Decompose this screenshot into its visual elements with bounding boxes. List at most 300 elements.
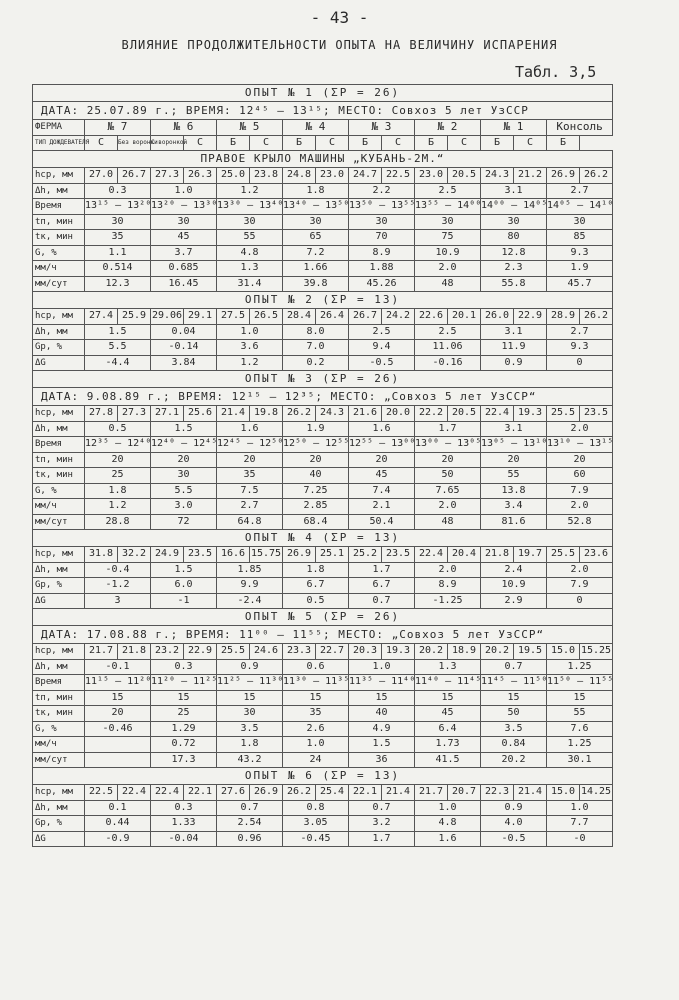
value-cell: 0.3 (151, 659, 217, 675)
value-cell: 36 (349, 752, 415, 768)
value-cell: 3.1 (481, 183, 547, 199)
value-cell: 9.3 (547, 340, 613, 356)
table-row (33, 245, 613, 261)
table-row (33, 752, 613, 768)
value-cell: 25.1 (316, 547, 349, 563)
row-label: Время (33, 675, 85, 691)
value-cell: 23.5 (184, 547, 217, 563)
value-cell: 3.2 (349, 816, 415, 832)
value-cell: -1.2 (85, 578, 151, 594)
value-cell: 1.5 (349, 737, 415, 753)
value-cell: 22.4 (481, 406, 514, 422)
value-cell: 0.685 (151, 261, 217, 277)
value-cell: 24.7 (349, 168, 382, 184)
value-cell: 5.5 (85, 340, 151, 356)
ferma-cell: № 5 (217, 120, 283, 136)
value-cell: 19.7 (514, 547, 547, 563)
value-cell: 22.2 (415, 406, 448, 422)
value-cell: 0.1 (85, 800, 151, 816)
experiment-title-row (33, 530, 613, 547)
value-cell: 0.514 (85, 261, 151, 277)
ferma-cell: № 7 (85, 120, 151, 136)
row-label: мм/ч (33, 261, 85, 277)
value-cell: 11²⁵ – 11³⁰ (217, 675, 283, 691)
ferma-cell: № 1 (481, 120, 547, 136)
row-label: ΔG (33, 355, 85, 371)
value-cell: 2.85 (283, 499, 349, 515)
row-label: tк, мин (33, 230, 85, 246)
value-cell: 15 (481, 690, 547, 706)
value-cell: 8.9 (415, 578, 481, 594)
value-cell: 11⁴⁰ – 11⁴⁵ (415, 675, 481, 691)
value-cell: 0.6 (283, 659, 349, 675)
value-cell: 21.8 (481, 547, 514, 563)
value-cell: 14⁰⁰ – 14⁰⁵ (481, 199, 547, 215)
value-cell: 75 (415, 230, 481, 246)
value-cell: 18.9 (448, 644, 481, 660)
value-cell: 6.7 (283, 578, 349, 594)
value-cell: 2.5 (415, 324, 481, 340)
value-cell: 31.4 (217, 276, 283, 292)
table-row (33, 816, 613, 832)
value-cell: 25.2 (349, 547, 382, 563)
value-cell: 11³⁵ – 11⁴⁰ (349, 675, 415, 691)
value-cell: 3.5 (481, 721, 547, 737)
experiment-title-row (33, 768, 613, 785)
ferma-header-row (33, 120, 613, 136)
value-cell: -2.4 (217, 593, 283, 609)
table-row (33, 421, 613, 437)
experiment-title-row (33, 85, 613, 102)
row-label: hср, мм (33, 406, 85, 422)
machine-subtitle: ПРАВОЕ КРЫЛО МАШИНЫ „КУБАНЬ-2М.“ (33, 151, 613, 168)
value-cell: 30 (349, 214, 415, 230)
value-cell: 0.9 (481, 800, 547, 816)
row-label: tп, мин (33, 452, 85, 468)
value-cell: 48 (415, 514, 481, 530)
value-cell: 16.6 (217, 547, 250, 563)
value-cell: 45 (349, 468, 415, 484)
value-cell: 21.2 (514, 168, 547, 184)
value-cell: 80 (481, 230, 547, 246)
value-cell: 26.0 (481, 309, 514, 325)
value-cell: 13⁵⁰ – 13⁵⁵ (349, 199, 415, 215)
value-cell: 64.8 (217, 514, 283, 530)
value-cell: 1.25 (547, 737, 613, 753)
value-cell: 15 (151, 690, 217, 706)
row-label: hср, мм (33, 168, 85, 184)
value-cell: 60 (547, 468, 613, 484)
value-cell: 45 (415, 706, 481, 722)
value-cell: 4.9 (349, 721, 415, 737)
value-cell: 27.4 (85, 309, 118, 325)
value-cell: 0 (547, 593, 613, 609)
value-cell: 6.4 (415, 721, 481, 737)
value-cell: 1.6 (349, 421, 415, 437)
value-cell: 1.8 (217, 737, 283, 753)
type-cell: С (184, 135, 217, 151)
value-cell: 0.8 (283, 800, 349, 816)
experiment-info-row (33, 626, 613, 644)
value-cell: -0.9 (85, 831, 151, 847)
value-cell: 21.7 (415, 785, 448, 801)
value-cell: 7.4 (349, 483, 415, 499)
value-cell: 17.3 (151, 752, 217, 768)
experiment-title: ОПЫТ № 1 (ΣР = 26) (33, 85, 613, 102)
value-cell: 14⁰⁵ – 14¹⁰ (547, 199, 613, 215)
value-cell: 2.3 (481, 261, 547, 277)
value-cell: 25.0 (217, 168, 250, 184)
row-label: hср, мм (33, 644, 85, 660)
value-cell: 20 (415, 452, 481, 468)
value-cell: 28.8 (85, 514, 151, 530)
value-cell: 1.73 (415, 737, 481, 753)
type-cell: С (382, 135, 415, 151)
row-label: G, % (33, 483, 85, 499)
experiment-info: ДАТА: 17.08.88 г.; ВРЕМЯ: 11⁰⁰ – 11⁵⁵; МЕСТО: „Совхоз 5 лет УзССР“ (33, 626, 613, 644)
value-cell: 0.7 (349, 800, 415, 816)
table-row (33, 437, 613, 453)
value-cell: 55 (481, 468, 547, 484)
value-cell: 29.1 (184, 309, 217, 325)
value-cell: 30 (85, 214, 151, 230)
table-row (33, 214, 613, 230)
value-cell: 35 (85, 230, 151, 246)
value-cell: 1.0 (151, 183, 217, 199)
value-cell: 30 (415, 214, 481, 230)
value-cell: 20.5 (448, 168, 481, 184)
value-cell: 19.8 (250, 406, 283, 422)
value-cell: 3.7 (151, 245, 217, 261)
evaporation-table-container (32, 84, 612, 847)
table-row (33, 340, 613, 356)
ferma-cell: № 6 (151, 120, 217, 136)
row-label: Время (33, 199, 85, 215)
value-cell: 15.0 (547, 644, 580, 660)
value-cell: 7.7 (547, 816, 613, 832)
value-cell: 20.4 (448, 547, 481, 563)
value-cell: 20 (349, 452, 415, 468)
value-cell: 7.9 (547, 578, 613, 594)
value-cell: 23.5 (580, 406, 613, 422)
value-cell: 1.0 (217, 324, 283, 340)
value-cell: 39.8 (283, 276, 349, 292)
row-label: Δh, мм (33, 183, 85, 199)
value-cell: 1.1 (85, 245, 151, 261)
value-cell: 48 (415, 276, 481, 292)
row-label: Gр, % (33, 816, 85, 832)
table-row (33, 562, 613, 578)
value-cell: 25.4 (316, 785, 349, 801)
type-cell: С (316, 135, 349, 151)
value-cell: 7.9 (547, 483, 613, 499)
type-label: ТИП ДОЖДЕВАТЕЛЯ (33, 135, 85, 151)
value-cell: 1.7 (349, 562, 415, 578)
value-cell: 20.3 (349, 644, 382, 660)
value-cell: 27.3 (151, 168, 184, 184)
value-cell: 14.25 (580, 785, 613, 801)
value-cell: 6.0 (151, 578, 217, 594)
value-cell: 27.3 (118, 406, 151, 422)
type-cell: С (514, 135, 547, 151)
value-cell: 1.33 (151, 816, 217, 832)
value-cell: 10.9 (481, 578, 547, 594)
table-row (33, 721, 613, 737)
value-cell: 22.4 (118, 785, 151, 801)
value-cell: 26.9 (250, 785, 283, 801)
table-row (33, 168, 613, 184)
type-cell: Б (283, 135, 316, 151)
experiment-title: ОПЫТ № 2 (ΣР = 13) (33, 292, 613, 309)
value-cell: 2.54 (217, 816, 283, 832)
value-cell: 45.26 (349, 276, 415, 292)
type-cell: Б (415, 135, 448, 151)
table-row (33, 578, 613, 594)
table-row (33, 644, 613, 660)
value-cell: 12⁵⁵ – 13⁰⁰ (349, 437, 415, 453)
value-cell: 0.9 (481, 355, 547, 371)
value-cell: 21.4 (382, 785, 415, 801)
value-cell: 1.8 (85, 483, 151, 499)
value-cell: 24.3 (316, 406, 349, 422)
value-cell: 11⁴⁵ – 11⁵⁰ (481, 675, 547, 691)
experiment-info-row (33, 388, 613, 406)
value-cell: 6.7 (349, 578, 415, 594)
value-cell: 7.0 (283, 340, 349, 356)
row-label: tк, мин (33, 468, 85, 484)
value-cell: 23.6 (580, 547, 613, 563)
row-label: G, % (33, 721, 85, 737)
value-cell: -0.46 (85, 721, 151, 737)
experiment-title-row (33, 371, 613, 388)
value-cell: -0.16 (415, 355, 481, 371)
row-label: hср, мм (33, 547, 85, 563)
type-cell: С (85, 135, 118, 151)
value-cell: 24 (283, 752, 349, 768)
value-cell: 0.84 (481, 737, 547, 753)
table-row (33, 406, 613, 422)
row-label: ΔG (33, 593, 85, 609)
value-cell: 7.5 (217, 483, 283, 499)
value-cell: 22.4 (415, 547, 448, 563)
value-cell: 32.2 (118, 547, 151, 563)
value-cell: 22.9 (184, 644, 217, 660)
value-cell: 1.0 (283, 737, 349, 753)
value-cell: 11.9 (481, 340, 547, 356)
value-cell: 13⁵⁵ – 14⁰⁰ (415, 199, 481, 215)
value-cell: 8.9 (349, 245, 415, 261)
machine-subtitle-row (33, 151, 613, 168)
value-cell: 50 (481, 706, 547, 722)
value-cell: 85 (547, 230, 613, 246)
value-cell: 26.5 (250, 309, 283, 325)
ferma-label: ФЕРМА (33, 120, 85, 136)
value-cell: 52.8 (547, 514, 613, 530)
row-label: мм/ч (33, 499, 85, 515)
value-cell: 0.3 (85, 183, 151, 199)
value-cell: 11³⁰ – 11³⁵ (283, 675, 349, 691)
value-cell: 30 (547, 214, 613, 230)
value-cell: 23.8 (250, 168, 283, 184)
value-cell: 13⁴⁰ – 13⁵⁰ (283, 199, 349, 215)
value-cell: 40 (349, 706, 415, 722)
value-cell: 24.2 (382, 309, 415, 325)
value-cell: 19.3 (514, 406, 547, 422)
value-cell: 13¹⁵ – 13²⁰ (85, 199, 151, 215)
table-row (33, 199, 613, 215)
table-row (33, 785, 613, 801)
value-cell: 30 (481, 214, 547, 230)
value-cell: 25.5 (547, 406, 580, 422)
value-cell: 1.2 (217, 355, 283, 371)
value-cell: 26.3 (184, 168, 217, 184)
value-cell: 2.6 (283, 721, 349, 737)
table-row (33, 276, 613, 292)
value-cell: 20 (217, 452, 283, 468)
value-cell: 0.04 (151, 324, 217, 340)
value-cell: 1.2 (217, 183, 283, 199)
value-cell: 20.0 (382, 406, 415, 422)
value-cell: 20.1 (448, 309, 481, 325)
value-cell: 26.7 (349, 309, 382, 325)
value-cell: 23.0 (415, 168, 448, 184)
value-cell: 30 (283, 214, 349, 230)
table-row (33, 547, 613, 563)
value-cell: 1.0 (547, 800, 613, 816)
value-cell: -0.5 (349, 355, 415, 371)
value-cell: 27.8 (85, 406, 118, 422)
value-cell: 81.6 (481, 514, 547, 530)
value-cell: 68.4 (283, 514, 349, 530)
type-cell: С воронкой (151, 135, 184, 151)
experiment-title: ОПЫТ № 3 (ΣР = 26) (33, 371, 613, 388)
experiment-title: ОПЫТ № 6 (ΣР = 13) (33, 768, 613, 785)
document-title: ВЛИЯНИЕ ПРОДОЛЖИТЕЛЬНОСТИ ОПЫТА НА ВЕЛИЧИНУ ИСПАРЕНИЯ (121, 38, 558, 52)
value-cell: 2.2 (349, 183, 415, 199)
value-cell: 10.9 (415, 245, 481, 261)
value-cell: -1.25 (415, 593, 481, 609)
table-row (33, 514, 613, 530)
table-row (33, 468, 613, 484)
row-label: Время (33, 437, 85, 453)
value-cell: -0.4 (85, 562, 151, 578)
value-cell: 22.4 (151, 785, 184, 801)
value-cell: -1 (151, 593, 217, 609)
value-cell: 1.8 (283, 183, 349, 199)
value-cell: 7.25 (283, 483, 349, 499)
value-cell: 3.5 (217, 721, 283, 737)
value-cell: 1.66 (283, 261, 349, 277)
value-cell (85, 737, 151, 753)
table-row (33, 593, 613, 609)
value-cell: 26.2 (580, 168, 613, 184)
value-cell: 20.2 (481, 644, 514, 660)
row-label: мм/сут (33, 752, 85, 768)
value-cell: 16.45 (151, 276, 217, 292)
value-cell: 0.7 (349, 593, 415, 609)
table-row (33, 690, 613, 706)
value-cell: 24.6 (250, 644, 283, 660)
table-row (33, 831, 613, 847)
table-row (33, 483, 613, 499)
table-row (33, 452, 613, 468)
value-cell: 7.2 (283, 245, 349, 261)
value-cell: 22.1 (184, 785, 217, 801)
value-cell: 19.3 (382, 644, 415, 660)
experiment-info: ДАТА: 25.07.89 г.; ВРЕМЯ: 12⁴⁵ – 13¹⁵; МЕСТО: Совхоз 5 лет УзССР (33, 102, 613, 120)
value-cell: 1.29 (151, 721, 217, 737)
value-cell: 9.9 (217, 578, 283, 594)
value-cell: 2.1 (349, 499, 415, 515)
value-cell: 22.9 (514, 309, 547, 325)
value-cell: 2.0 (415, 499, 481, 515)
value-cell: 1.5 (85, 324, 151, 340)
value-cell: 72 (151, 514, 217, 530)
evaporation-table (32, 84, 613, 847)
value-cell: 0.96 (217, 831, 283, 847)
value-cell: 27.5 (217, 309, 250, 325)
value-cell: 13⁰⁵ – 13¹⁰ (481, 437, 547, 453)
value-cell: 27.1 (151, 406, 184, 422)
value-cell: 28.4 (283, 309, 316, 325)
value-cell: 3.84 (151, 355, 217, 371)
row-label: ΔG (33, 831, 85, 847)
value-cell: 24.9 (151, 547, 184, 563)
type-cell: С (448, 135, 481, 151)
value-cell: 8.0 (283, 324, 349, 340)
value-cell: 31.8 (85, 547, 118, 563)
value-cell: 50.4 (349, 514, 415, 530)
value-cell: 12.3 (85, 276, 151, 292)
value-cell: 25.5 (547, 547, 580, 563)
value-cell: 26.2 (283, 406, 316, 422)
ferma-cell: Консоль (547, 120, 613, 136)
value-cell: 55 (217, 230, 283, 246)
experiment-info-row (33, 102, 613, 120)
value-cell: 50 (415, 468, 481, 484)
value-cell: 1.7 (415, 421, 481, 437)
row-label: Δh, мм (33, 562, 85, 578)
value-cell: 25 (85, 468, 151, 484)
row-label: Gр, % (33, 578, 85, 594)
value-cell: 2.9 (481, 593, 547, 609)
value-cell: 0.72 (151, 737, 217, 753)
value-cell: 2.0 (547, 421, 613, 437)
page-number: - 43 - (310, 8, 369, 27)
value-cell: 2.4 (481, 562, 547, 578)
value-cell: 26.9 (283, 547, 316, 563)
value-cell: -0.1 (85, 659, 151, 675)
value-cell: 1.7 (349, 831, 415, 847)
value-cell: 3.1 (481, 421, 547, 437)
value-cell: 21.4 (217, 406, 250, 422)
value-cell: 11⁵⁰ – 11⁵⁵ (547, 675, 613, 691)
type-header-row (33, 135, 613, 151)
experiment-title: ОПЫТ № 4 (ΣР = 13) (33, 530, 613, 547)
value-cell: 22.6 (415, 309, 448, 325)
value-cell: 30 (217, 706, 283, 722)
value-cell: 20.5 (448, 406, 481, 422)
table-row (33, 800, 613, 816)
value-cell: 20 (85, 706, 151, 722)
value-cell: -0.04 (151, 831, 217, 847)
value-cell: 4.8 (217, 245, 283, 261)
value-cell: 4.8 (415, 816, 481, 832)
value-cell: 20 (547, 452, 613, 468)
row-label: tп, мин (33, 214, 85, 230)
experiment-title-row (33, 609, 613, 626)
value-cell: 26.9 (547, 168, 580, 184)
